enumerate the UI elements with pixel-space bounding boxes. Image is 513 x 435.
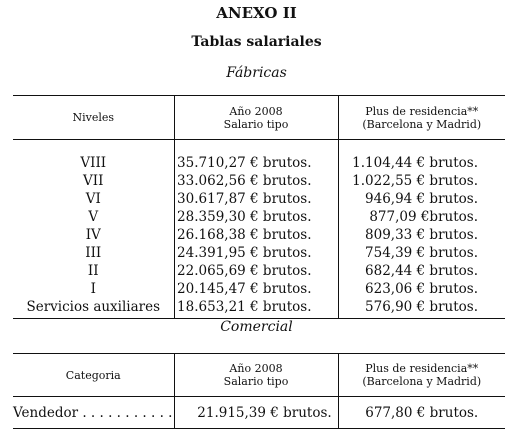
salario-cell: 30.617,87 € brutos. bbox=[174, 190, 338, 208]
salary-table-comercial bbox=[13, 353, 505, 429]
header-plus-title: Plus de residencia** bbox=[365, 104, 479, 118]
column-header-plus bbox=[338, 354, 505, 397]
column-header-niveles bbox=[13, 96, 174, 140]
table-header-row bbox=[13, 96, 505, 140]
nivel-cell: VII bbox=[83, 173, 104, 189]
column-header-categoria bbox=[13, 354, 174, 397]
plus-cell: 576,90 € brutos. bbox=[338, 298, 505, 319]
table-row bbox=[13, 154, 505, 172]
column-header-plus bbox=[338, 96, 505, 140]
table-row bbox=[13, 190, 505, 208]
header-niveles-label: Niveles bbox=[72, 111, 115, 124]
nivel-cell: II bbox=[87, 263, 99, 279]
nivel-cell: IV bbox=[85, 227, 101, 243]
salario-cell: 28.359,30 € brutos. bbox=[174, 208, 338, 226]
categoria-cell: Vendedor . . . . . . . . . . . bbox=[13, 397, 174, 429]
salario-cell: 21.915,39 € brutos. bbox=[174, 397, 338, 429]
column-header-salario bbox=[174, 96, 338, 140]
header-categoria-label: Categoria bbox=[65, 368, 121, 382]
table-header-row bbox=[13, 354, 505, 397]
nivel-cell: VIII bbox=[80, 155, 107, 171]
table-row bbox=[13, 208, 505, 226]
nivel-cell: I bbox=[90, 281, 96, 297]
salario-cell: 20.145,47 € brutos. bbox=[174, 280, 338, 298]
table-row bbox=[13, 280, 505, 298]
salario-cell: 26.168,38 € brutos. bbox=[174, 226, 338, 244]
plus-cell: 754,39 € brutos. bbox=[338, 244, 505, 262]
document-title: ANEXO II bbox=[216, 4, 297, 22]
header-plus-cities: (Barcelona y Madrid) bbox=[362, 375, 482, 388]
plus-cell: 1.104,44 € brutos. bbox=[338, 154, 505, 172]
table-row bbox=[13, 244, 505, 262]
table-body bbox=[13, 397, 505, 429]
header-salario-year: Año 2008 bbox=[229, 362, 283, 375]
table-row bbox=[13, 226, 505, 244]
plus-cell: 623,06 € brutos. bbox=[338, 280, 505, 298]
nivel-cell: Servicios auxiliares bbox=[13, 298, 174, 319]
table-row bbox=[13, 262, 505, 280]
table-row bbox=[13, 172, 505, 190]
nivel-cell: III bbox=[85, 245, 102, 261]
header-salario-type: Salario tipo bbox=[223, 375, 289, 388]
plus-cell: 877,09 €brutos. bbox=[338, 208, 505, 226]
salario-cell: 22.065,69 € brutos. bbox=[174, 262, 338, 280]
column-header-salario bbox=[174, 354, 338, 397]
document-subtitle: Tablas salariales bbox=[191, 34, 322, 50]
plus-cell: 809,33 € brutos. bbox=[338, 226, 505, 244]
table-row bbox=[13, 397, 505, 429]
header-salario-type: Salario tipo bbox=[223, 117, 289, 131]
salario-cell: 33.062,56 € brutos. bbox=[174, 172, 338, 190]
salario-cell: 24.391,95 € brutos. bbox=[174, 244, 338, 262]
plus-cell: 946,94 € brutos. bbox=[338, 190, 505, 208]
table-row bbox=[13, 298, 505, 319]
salario-cell: 18.653,21 € brutos. bbox=[174, 298, 338, 319]
salario-cell: 35.710,27 € brutos. bbox=[174, 154, 338, 172]
header-salario-year: Año 2008 bbox=[229, 104, 283, 118]
section-heading-fabricas: Fábricas bbox=[226, 65, 287, 81]
header-plus-cities: (Barcelona y Madrid) bbox=[362, 117, 482, 131]
nivel-cell: VI bbox=[85, 191, 101, 207]
table-body bbox=[13, 140, 505, 319]
plus-cell: 677,80 € brutos. bbox=[338, 397, 505, 429]
nivel-cell: V bbox=[88, 209, 99, 225]
plus-cell: 1.022,55 € brutos. bbox=[338, 172, 505, 190]
salary-table-fabricas bbox=[13, 95, 505, 319]
plus-cell: 682,44 € brutos. bbox=[338, 262, 505, 280]
section-heading-comercial: Comercial bbox=[220, 319, 293, 335]
header-plus-title: Plus de residencia** bbox=[365, 362, 479, 375]
